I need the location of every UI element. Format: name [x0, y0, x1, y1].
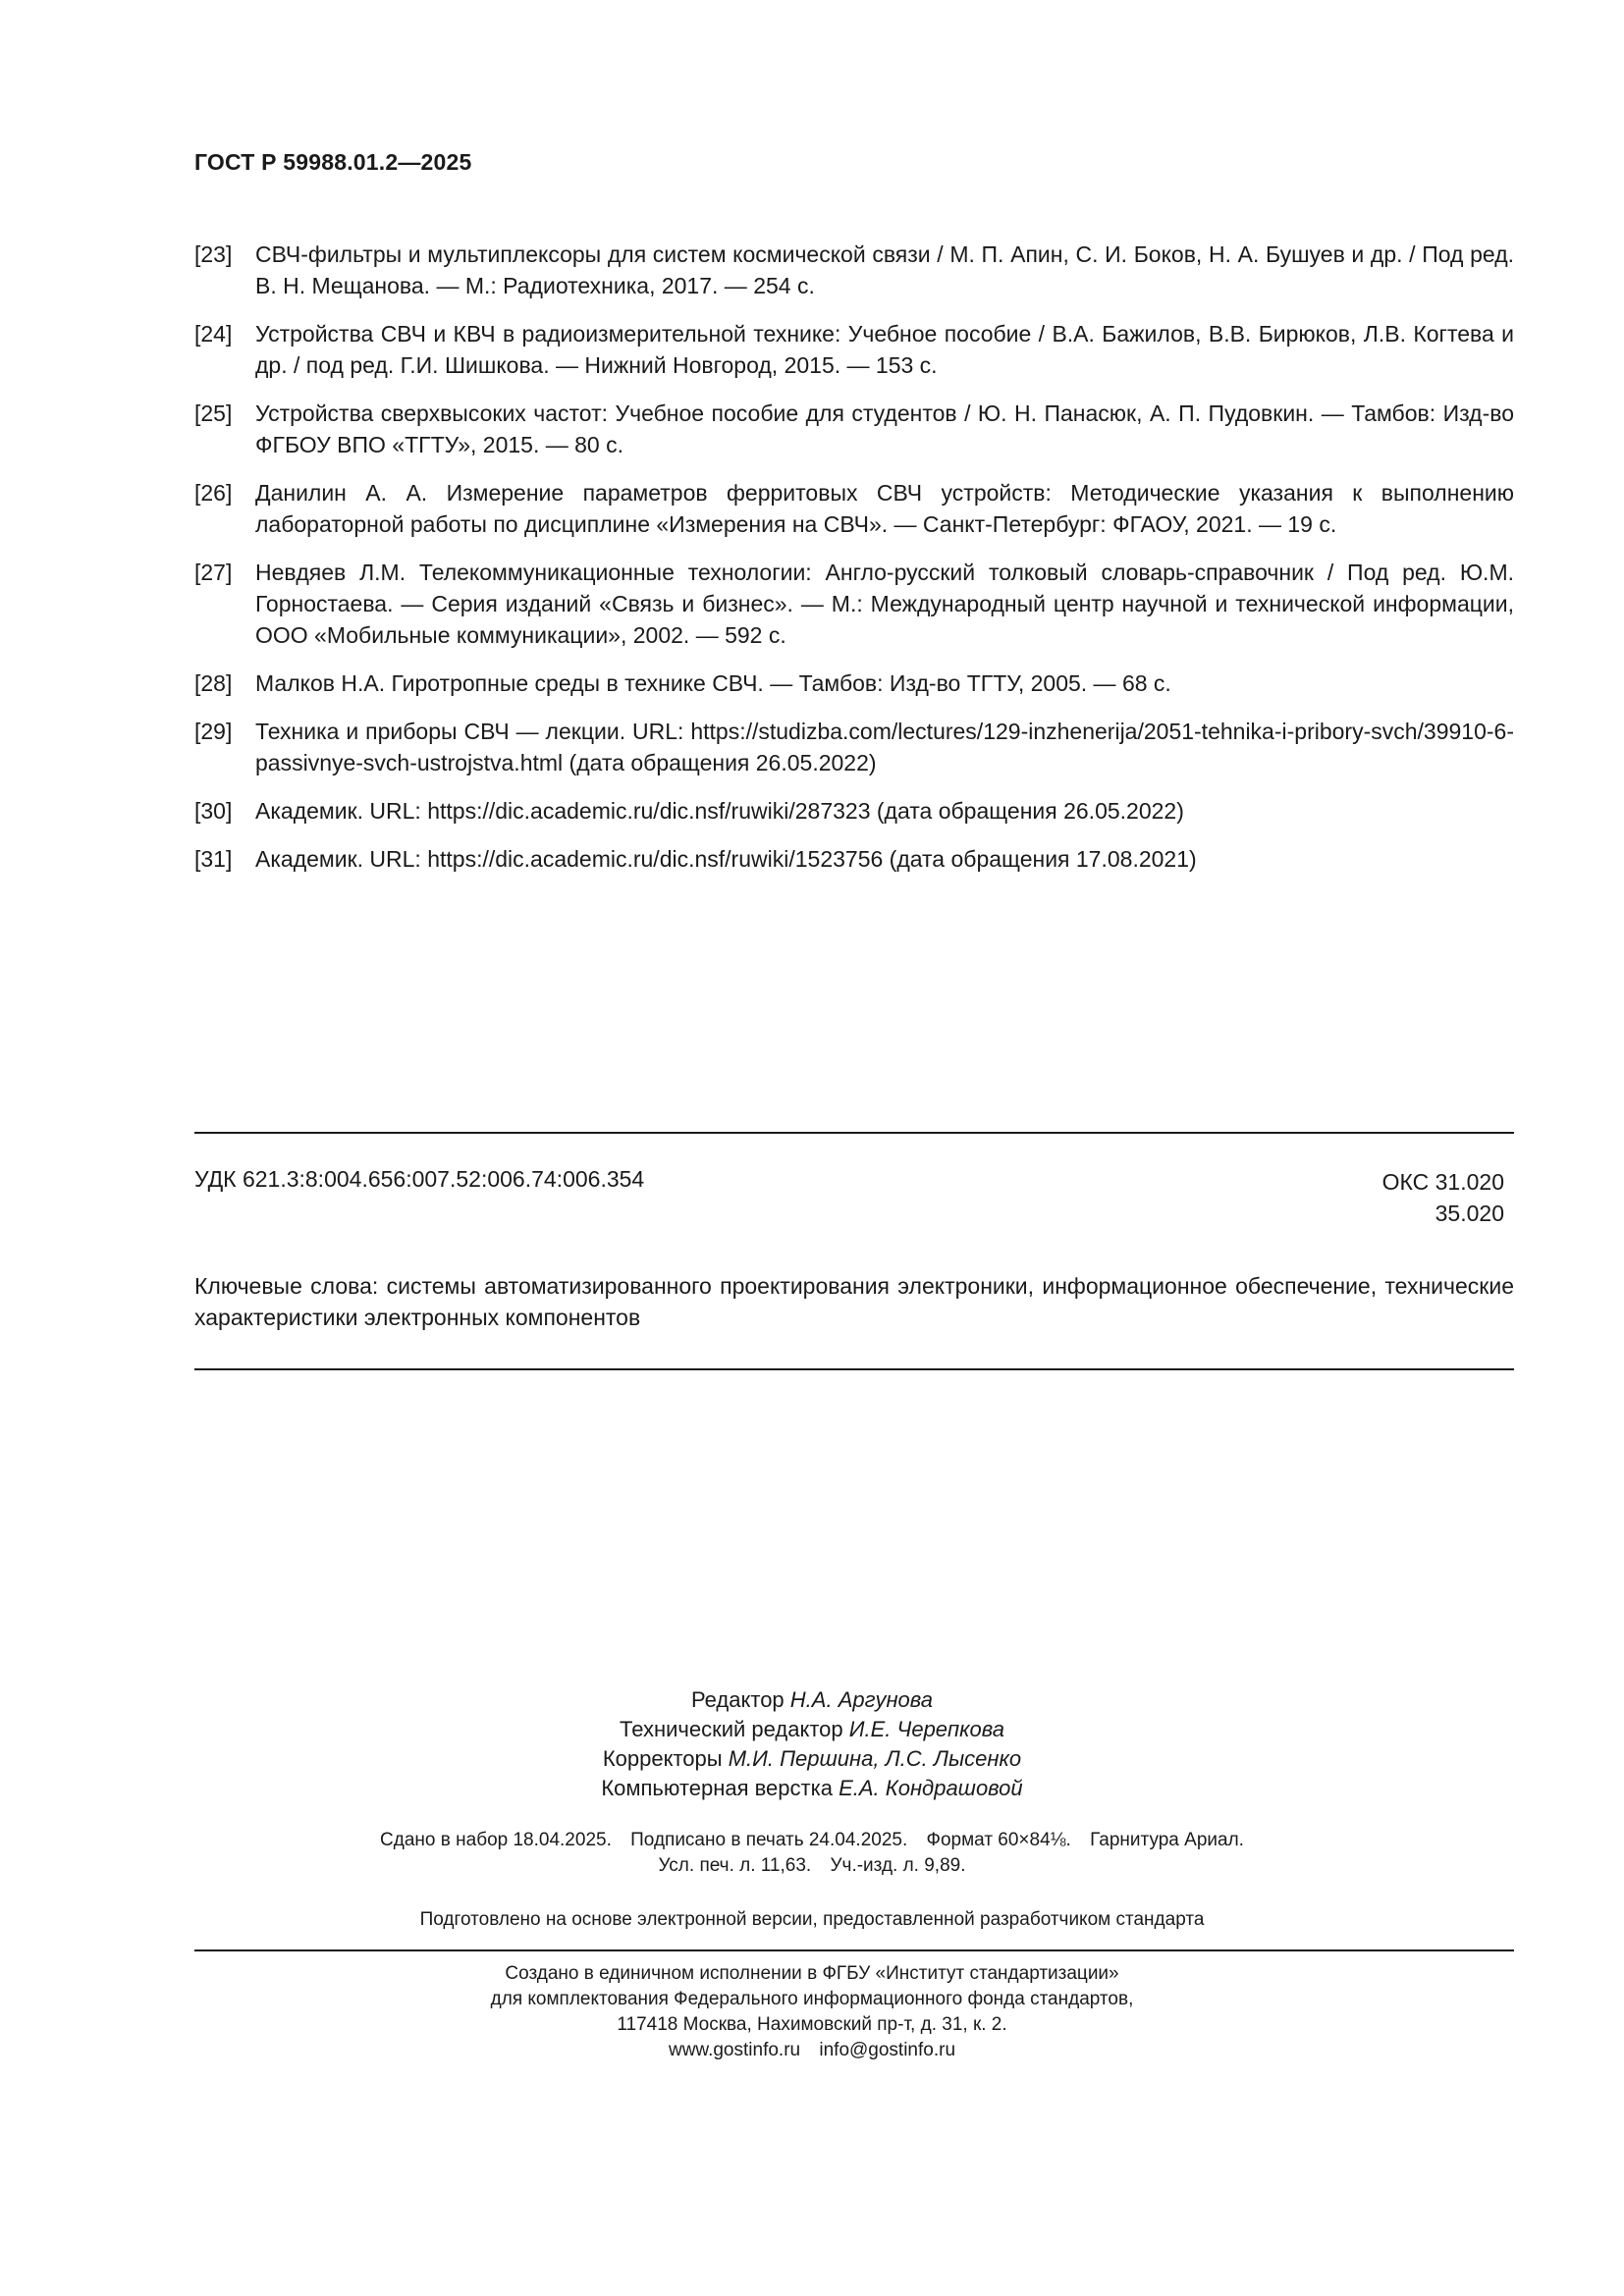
- reference-text: Малков Н.А. Гиротропные среды в технике СВЧ. — Тамбов: Изд-во ТГТУ, 2005. — 68 с.: [255, 670, 1171, 696]
- reference-text: Академик. URL: https://dic.academic.ru/dic.nsf/ruwiki/287323 (дата обращения 26.05.2022): [255, 798, 1184, 824]
- credit-role: Технический редактор: [620, 1717, 843, 1741]
- credit-name: Н.А. Аргунова: [789, 1687, 934, 1712]
- imprint-line: для комплектования Федерального информационного фонда стандартов,: [490, 1989, 1134, 2009]
- bibliography-list: [194, 239, 1514, 891]
- credit-line: [0, 1774, 1624, 1803]
- publication-line: [0, 1828, 1624, 1853]
- print-sheets: Усл. печ. л. 11,63.: [658, 1855, 812, 1876]
- divider-middle: [194, 1368, 1514, 1370]
- reference-text: СВЧ-фильтры и мультиплексоры для систем космической связи / М. П. Апин, С. И. Боков, Н. А. Бушуев и др. / Под ред. В. Н. Мещанова. — М.: Радиотехника, 2017. — 254 с.: [255, 241, 1514, 298]
- imprint-line: Создано в единичном исполнении в ФГБУ «Институт стандартизации»: [505, 1963, 1119, 1984]
- reference-item: [194, 795, 1514, 827]
- publication-line: [0, 1853, 1624, 1879]
- oks-code-line: ОКС 31.020: [1381, 1169, 1504, 1195]
- print-format: Формат 60×84⅛.: [926, 1830, 1071, 1850]
- typeface: Гарнитура Ариал.: [1090, 1830, 1244, 1850]
- reference-item: [194, 843, 1514, 875]
- divider-bottom: [194, 1949, 1514, 1951]
- credit-role: Редактор: [690, 1687, 785, 1712]
- website-link[interactable]: www.gostinfo.ru: [668, 2040, 801, 2060]
- reference-number: [31]: [194, 846, 233, 872]
- reference-item: [194, 716, 1514, 778]
- editorial-credits: [0, 1685, 1624, 1803]
- credit-role: Корректоры: [602, 1746, 723, 1771]
- credit-line: [0, 1715, 1624, 1744]
- reference-item: [194, 239, 1514, 301]
- reference-item: [194, 398, 1514, 460]
- reference-number: [30]: [194, 798, 233, 824]
- credit-name: И.Е. Черепкова: [848, 1717, 1004, 1741]
- divider-top: [194, 1132, 1514, 1134]
- credit-line: [0, 1685, 1624, 1715]
- signed-date: Подписано в печать 24.04.2025.: [630, 1830, 908, 1850]
- reference-number: [23]: [194, 241, 233, 267]
- reference-number: [25]: [194, 400, 233, 426]
- page-header-standard-number: ГОСТ Р 59988.01.2—2025: [194, 149, 472, 175]
- reference-item: [194, 477, 1514, 540]
- reference-text: Данилин А. А. Измерение параметров ферритовых СВЧ устройств: Методические указания к выполнению лабораторной работы по дисциплине «Измерения на СВЧ». — Санкт-Петербург: ФГАОУ, 2021. — 19 с.: [255, 480, 1514, 537]
- reference-item: [194, 557, 1514, 651]
- keywords-paragraph: Ключевые слова: системы автоматизированного проектирования электроники, информационное обеспечение, технические характеристики электронных компонентов: [194, 1273, 1514, 1330]
- reference-text: Академик. URL: https://dic.academic.ru/dic.nsf/ruwiki/1523756 (дата обращения 17.08.2021): [255, 846, 1197, 872]
- credit-name: М.И. Першина, Л.С. Лысенко: [728, 1746, 1022, 1771]
- imprint-line: 117418 Москва, Нахимовский пр-т, д. 31, к. 2.: [617, 2014, 1007, 2035]
- reference-number: [29]: [194, 719, 233, 744]
- credit-role: Компьютерная верстка: [601, 1776, 833, 1800]
- email-link[interactable]: info@gostinfo.ru: [819, 2040, 956, 2060]
- reference-text: Устройства СВЧ и КВЧ в радиоизмерительной технике: Учебное пособие / В.А. Бажилов, В.В. Бирюков, Л.В. Когтева и др. / под ред. Г.И. Шишкова. — Нижний Новгород, 2015. — 153 с.: [255, 321, 1514, 378]
- imprint-contacts: [0, 2038, 1624, 2063]
- credit-name: Е.А. Кондрашовой: [839, 1776, 1023, 1800]
- reference-text: Устройства сверхвысоких частот: Учебное пособие для студентов / Ю. Н. Панасюк, А. П. Пудовкин. — Тамбов: Изд-во ФГБОУ ВПО «ТГТУ», 2015. — 80 с.: [255, 400, 1514, 457]
- submitted-date: Сдано в набор 18.04.2025.: [380, 1830, 612, 1850]
- publisher-sheets: Уч.-изд. л. 9,89.: [830, 1855, 966, 1876]
- reference-item: [194, 318, 1514, 381]
- reference-number: [24]: [194, 321, 233, 347]
- reference-number: [27]: [194, 560, 233, 585]
- reference-text: Техника и приборы СВЧ — лекции. URL: https://studizba.com/lectures/129-inzhenerija/2051-tehnika-i-pribory-svch/39910-6-passivnye-svch-ustrojstva.html (дата обращения 26.05.2022): [255, 719, 1514, 775]
- publication-details: [0, 1828, 1624, 1879]
- prepared-note: Подготовлено на основе электронной версии, предоставленной разработчиком стандарта: [419, 1909, 1205, 1930]
- reference-number: [26]: [194, 480, 233, 506]
- credit-line: [0, 1744, 1624, 1774]
- reference-text: Невдяев Л.М. Телекоммуникационные технологии: Англо-русский толковый словарь-справочник / Под ред. Ю.М. Горностаева. — Серия изданий «Связь и бизнес». — М.: Международный центр научной и технической информации, ООО «Мобильные коммуникации», 2002. — 592 с.: [255, 560, 1514, 648]
- oks-codes: [1382, 1166, 1504, 1229]
- udk-code: УДК 621.3:8:004.656:007.52:006.74:006.354: [194, 1166, 645, 1192]
- imprint-block: [0, 1961, 1624, 2063]
- oks-code-line: 35.020: [1435, 1201, 1504, 1226]
- reference-number: [28]: [194, 670, 233, 696]
- reference-item: [194, 667, 1514, 699]
